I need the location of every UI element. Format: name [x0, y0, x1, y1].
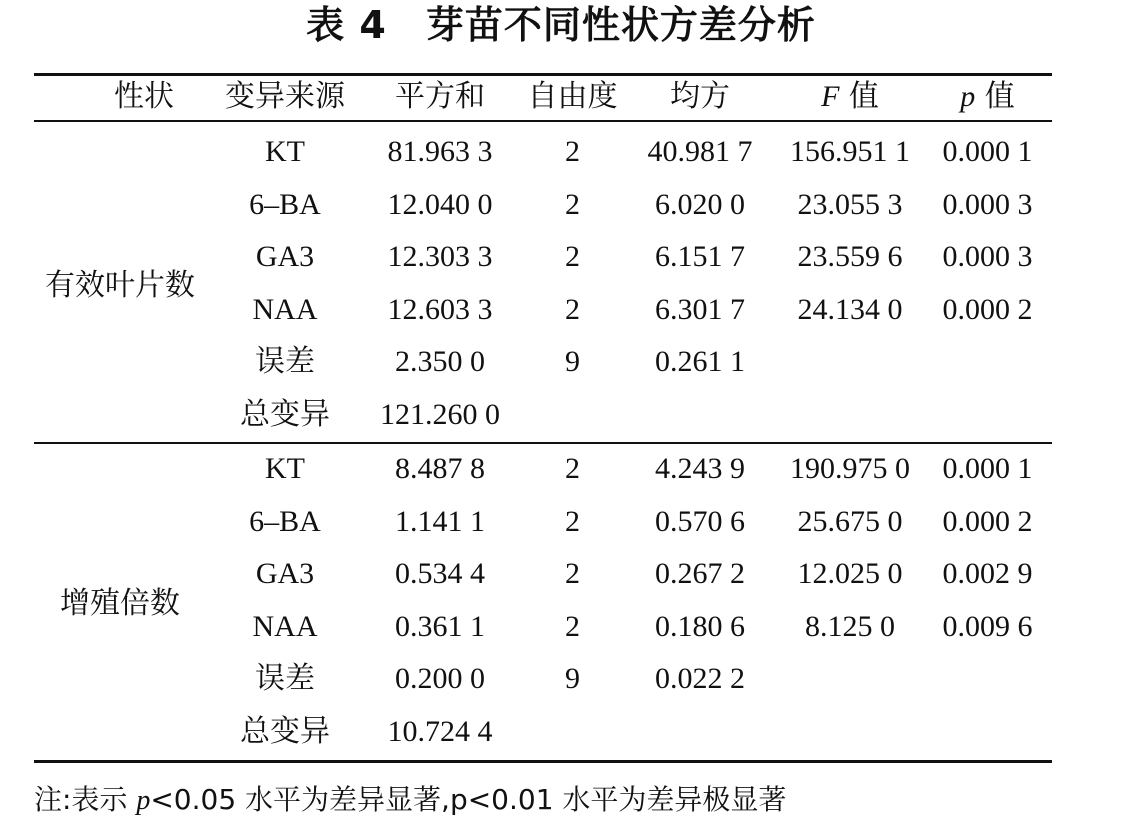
header-source: 变异来源: [225, 79, 345, 114]
header-p-value: p 值: [960, 79, 1015, 114]
cell-mean-square: 0.022 2: [655, 662, 745, 696]
cell-p-value: 0.002 9: [942, 557, 1033, 591]
cell-sum-of-squares: 2.350 0: [395, 345, 485, 379]
header-f-value: F 值: [821, 79, 879, 114]
cell-sum-of-squares: 10.724 4: [387, 715, 493, 748]
cell-mean-square: 6.301 7: [655, 292, 745, 326]
cell-f-value: 23.559 6: [797, 240, 903, 274]
header-trait: 性状: [114, 79, 174, 114]
cell-mean-square: 6.020 0: [655, 187, 745, 221]
cell-source: 6–BA: [249, 504, 321, 538]
cell-p-value: 0.009 6: [942, 609, 1033, 643]
group-divider-rule: [34, 442, 1052, 444]
cell-f-value: 24.134 0: [797, 292, 903, 326]
cell-f-value: 190.975 0: [790, 452, 910, 485]
top-rule: [34, 73, 1052, 76]
cell-df: 2: [565, 609, 580, 643]
cell-p-value: 0.000 3: [942, 187, 1033, 221]
header-sum-of-squares: 平方和: [395, 79, 485, 114]
cell-df: 9: [565, 662, 580, 696]
cell-p-value: 0.000 3: [942, 240, 1033, 274]
cell-mean-square: 0.267 2: [655, 557, 745, 591]
cell-source: GA3: [255, 240, 315, 274]
cell-source: 总变异: [240, 714, 330, 749]
cell-sum-of-squares: 12.040 0: [387, 187, 493, 221]
cell-sum-of-squares: 0.534 4: [395, 557, 485, 591]
cell-df: 2: [565, 504, 580, 538]
header-degrees-of-freedom: 自由度: [527, 79, 618, 114]
cell-sum-of-squares: 0.361 1: [395, 609, 485, 643]
cell-f-value: 23.055 3: [797, 187, 903, 221]
cell-p-value: 0.000 1: [942, 135, 1033, 168]
cell-sum-of-squares: 1.141 1: [395, 504, 485, 538]
cell-df: 9: [565, 345, 580, 379]
cell-mean-square: 6.151 7: [655, 240, 745, 274]
cell-source: NAA: [252, 292, 318, 326]
cell-source: GA3: [255, 557, 315, 591]
cell-sum-of-squares: 12.603 3: [387, 292, 493, 326]
cell-f-value: 8.125 0: [805, 609, 895, 643]
cell-mean-square: 40.981 7: [647, 135, 753, 168]
cell-source: 误差: [255, 344, 315, 380]
trait-label-proliferation: 增殖倍数: [60, 586, 180, 621]
cell-p-value: 0.000 2: [942, 292, 1033, 326]
cell-df: 2: [565, 187, 580, 221]
cell-mean-square: 0.180 6: [655, 609, 745, 643]
bottom-rule: [34, 760, 1052, 763]
trait-label-leaf-count: 有效叶片数: [45, 268, 195, 303]
cell-source: KT: [265, 135, 305, 168]
cell-source: 总变异: [240, 397, 330, 432]
cell-sum-of-squares: 12.303 3: [387, 240, 493, 274]
cell-sum-of-squares: 121.260 0: [380, 398, 500, 431]
cell-source: 误差: [255, 661, 315, 697]
cell-df: 2: [565, 135, 580, 168]
cell-mean-square: 4.243 9: [655, 452, 745, 485]
cell-mean-square: 0.570 6: [655, 504, 745, 538]
cell-sum-of-squares: 8.487 8: [395, 452, 485, 485]
cell-source: 6–BA: [249, 187, 321, 221]
cell-f-value: 156.951 1: [790, 135, 910, 168]
cell-f-value: 12.025 0: [797, 557, 903, 591]
cell-df: 2: [565, 557, 580, 591]
cell-source: NAA: [252, 609, 318, 643]
header-mean-square: 均方: [670, 79, 730, 114]
cell-mean-square: 0.261 1: [655, 345, 745, 379]
cell-df: 2: [565, 240, 580, 274]
cell-sum-of-squares: 0.200 0: [395, 662, 485, 696]
cell-p-value: 0.000 1: [942, 452, 1033, 485]
cell-p-value: 0.000 2: [942, 504, 1033, 538]
cell-f-value: 25.675 0: [797, 504, 903, 538]
cell-sum-of-squares: 81.963 3: [387, 135, 493, 168]
cell-df: 2: [565, 292, 580, 326]
table-note: 注:表示 p<0.05 水平为差异显著,p<0.01 水平为差异极显著: [34, 783, 787, 816]
table-title: 表 4 芽苗不同性状方差分析: [306, 3, 816, 47]
cell-df: 2: [565, 452, 580, 485]
cell-source: KT: [265, 452, 305, 485]
header-rule: [34, 120, 1052, 122]
